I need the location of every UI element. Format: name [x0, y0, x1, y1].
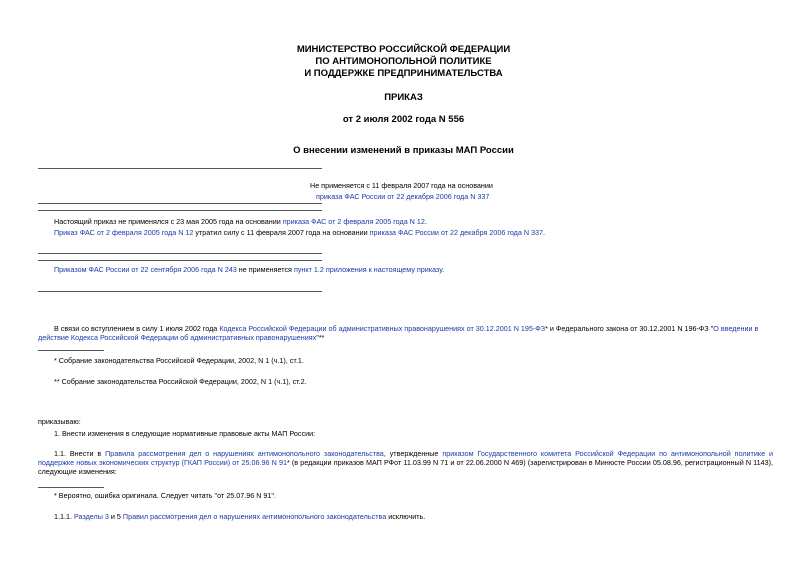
item-1-1 — [38, 449, 773, 476]
order-word: приказываю: — [38, 417, 81, 426]
preamble-text: В связи со вступлением в силу 1 июля 2002 года — [54, 324, 220, 333]
note-not-applied-2005 — [54, 217, 427, 226]
link-order-fas-337-b[interactable]: приказа ФАС России от 22 декабря 2006 года N 337 — [369, 228, 544, 237]
note-text: не применяется — [236, 265, 294, 274]
footnote-rule — [38, 350, 104, 351]
preamble-text: * и Федерального закона от 30.12.2001 N 196-ФЗ " — [545, 324, 714, 333]
item-1: 1. Внести изменения в следующие нормативные правовые акты МАП России: — [54, 429, 316, 438]
separator-rule — [38, 260, 322, 261]
preamble-paragraph — [38, 324, 773, 342]
footnote-2: ** Собрание законодательства Российской Федерации, 2002, N 1 (ч.1), ст.2. — [54, 377, 307, 386]
separator-rule — [38, 210, 322, 211]
item-text: исключить. — [386, 512, 426, 521]
preamble-text: "** — [316, 333, 325, 342]
doc-type: ПРИКАЗ — [384, 92, 423, 103]
item-text: 1.1.1. — [54, 512, 74, 521]
separator-rule — [38, 253, 322, 254]
link-order-fas-243[interactable]: Приказом ФАС России от 22 сентября 2006 года N 243 — [54, 265, 237, 274]
ministry-line-3: И ПОДДЕРЖКЕ ПРЕДПРИНИМАТЕЛЬСТВА — [304, 68, 503, 79]
footnote-rule — [38, 487, 104, 488]
doc-date-number: от 2 июля 2002 года N 556 — [342, 114, 465, 125]
doc-subject: О внесении изменений в приказы МАП России — [293, 145, 514, 156]
footnote-1: * Собрание законодательства Российской Федерации, 2002, N 1 (ч.1), ст.1. — [54, 356, 304, 365]
note-not-applied: Не применяется с 11 февраля 2007 года на основании — [310, 181, 493, 190]
item-1-1-1 — [54, 512, 425, 521]
note-text: утратил силу с 11 февраля 2007 года на основании — [193, 228, 370, 237]
ministry-line-1: МИНИСТЕРСТВО РОССИЙСКОЙ ФЕДЕРАЦИИ — [296, 44, 511, 55]
link-item-1-2[interactable]: пункт 1.2 приложения к настоящему приказу — [293, 265, 443, 274]
note-text-end: . — [442, 265, 445, 274]
link-rules-antimonopoly[interactable]: Правила рассмотрения дел о нарушениях антимонопольного законодательства — [105, 449, 384, 458]
link-law-196[interactable]: О введении в действие Кодекса Российской Федерации об административных правонарушениях — [38, 324, 759, 342]
link-order-fas-12-repealed[interactable]: Приказ ФАС от 2 февраля 2005 года N 12 — [54, 228, 194, 237]
link-rules-antimonopoly-2[interactable]: Правил рассмотрения дел о нарушениях антимонопольного законодательства — [122, 512, 387, 521]
link-koap[interactable]: Кодекса Российской Федерации об административных правонарушениях от 30.12.2001 N 195-ФЗ — [219, 324, 546, 333]
separator-rule — [38, 203, 322, 204]
link-order-fas-12[interactable]: приказа ФАС от 2 февраля 2005 года N 12 — [282, 217, 425, 226]
note-text: Настоящий приказ не применялся с 23 мая 2005 года на основании — [54, 217, 283, 226]
footnote-3: * Вероятно, ошибка оригинала. Следует читать "от 25.07.96 N 91". — [54, 491, 276, 500]
note-item-not-applied — [54, 265, 444, 274]
item-text: 1.1. Внести в — [54, 449, 106, 458]
item-text: * (в редакции приказов МАП РФот 11.03.99 N 71 и от 22.06.2000 N 469) (зарегистрирован в Минюсте России 05.08.96, регистрационный N 1143), следующие изменения: — [38, 458, 773, 476]
separator-rule — [38, 291, 322, 292]
ministry-line-2: ПО АНТИМОНОПОЛЬНОЙ ПОЛИТИКЕ — [315, 56, 492, 67]
item-text: и 5 — [108, 512, 123, 521]
separator-rule — [38, 168, 322, 169]
note-text-end: . — [424, 217, 427, 226]
link-order-gkap-91[interactable]: приказом Государственного комитета Российской Федерации по антимонопольной политике и поддержке новых экономических структур (ГКАП России) от 25.06.96 N 91 — [38, 449, 773, 467]
note-order-repealed — [54, 228, 545, 237]
link-order-fas-337[interactable]: приказа ФАС России от 22 декабря 2006 года N 337 — [316, 192, 490, 201]
note-text-end: . — [543, 228, 546, 237]
item-text: , утвержденные — [383, 449, 443, 458]
link-section-3[interactable]: Разделы 3 — [73, 512, 109, 521]
